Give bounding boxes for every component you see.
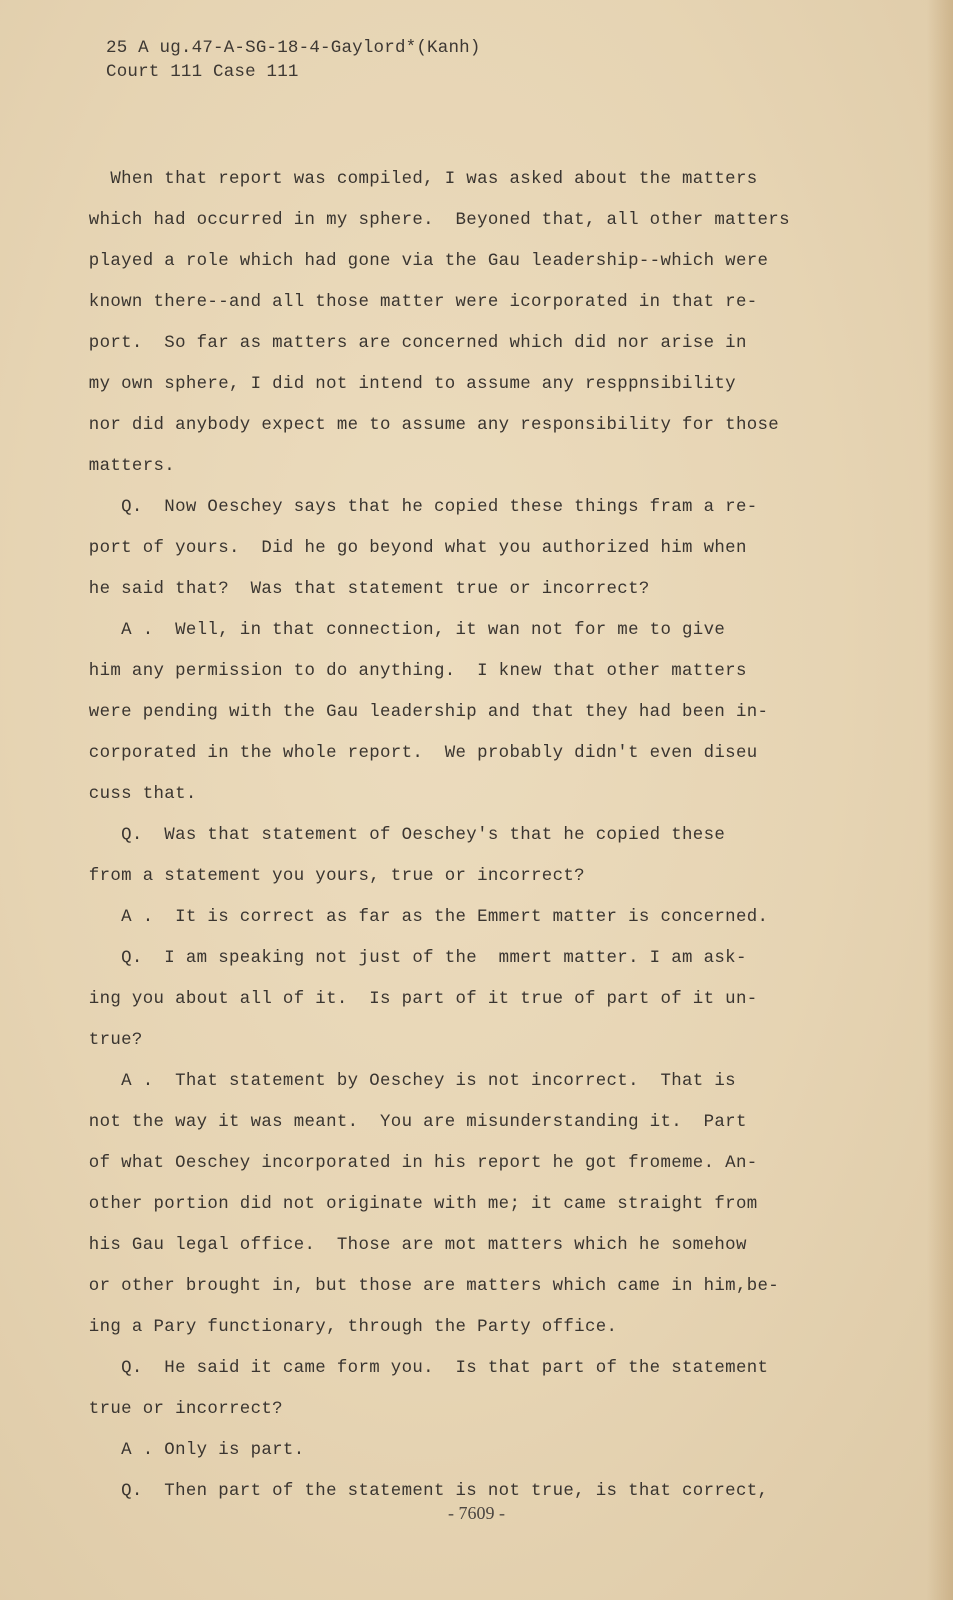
transcript-line: other portion did not originate with me; it came straight from [78, 1195, 758, 1214]
transcript-line: his Gau legal office. Those are mot matters which he somehow [78, 1236, 747, 1255]
transcript-line: A . That statement by Oeschey is not incorrect. That is [78, 1072, 736, 1091]
transcript-line: my own sphere, I did not intend to assume any resppnsibility [78, 375, 736, 394]
page-edge-shadow [927, 0, 953, 1600]
transcript-line: known there--and all those matter were icorporated in that re- [78, 293, 758, 312]
transcript-line: When that report was compiled, I was asked about the matters [78, 170, 758, 189]
transcript-line: nor did anybody expect me to assume any responsibility for those [78, 416, 780, 435]
transcript-body [78, 159, 898, 1512]
transcript-line: Q. Was that statement of Oeschey's that he copied these [78, 826, 726, 845]
header-court-line: Court 111 Case 111 [106, 62, 299, 82]
transcript-line: were pending with the Gau leadership and that they had been in- [78, 703, 769, 722]
transcript-line: cuss that. [78, 785, 197, 804]
document-header [106, 36, 481, 84]
header-reference-line: 25 A ug.47-A-SG-18-4-Gaylord*(Kanh) [106, 38, 481, 58]
transcript-line: Q. I am speaking not just of the mmert matter. I am ask- [78, 949, 747, 968]
transcript-line: ing you about all of it. Is part of it true of part of it un- [78, 990, 758, 1009]
transcript-line: played a role which had gone via the Gau leadership--which were [78, 252, 769, 271]
transcript-line: of what Oeschey incorporated in his report he got fromeme. An- [78, 1154, 758, 1173]
transcript-line: ing a Pary functionary, through the Party office. [78, 1318, 618, 1337]
transcript-line: Q. Now Oeschey says that he copied these things fram a re- [78, 498, 758, 517]
transcript-line: A . Only is part. [78, 1441, 305, 1460]
transcript-line: A . Well, in that connection, it wan not for me to give [78, 621, 726, 640]
page-number: - 7609 - [448, 1503, 505, 1523]
transcript-line: A . It is correct as far as the Emmert matter is concerned. [78, 908, 769, 927]
transcript-line: or other brought in, but those are matters which came in him,be- [78, 1277, 780, 1296]
transcript-line: which had occurred in my sphere. Beyoned that, all other matters [78, 211, 790, 230]
transcript-line: matters. [78, 457, 176, 476]
transcript-line: Q. Then part of the statement is not true, is that correct, [78, 1482, 769, 1501]
transcript-line: port. So far as matters are concerned which did nor arise in [78, 334, 747, 353]
transcript-line: him any permission to do anything. I knew that other matters [78, 662, 747, 681]
transcript-line: port of yours. Did he go beyond what you authorized him when [78, 539, 747, 558]
transcript-line: not the way it was meant. You are misunderstanding it. Part [78, 1113, 747, 1132]
transcript-line: he said that? Was that statement true or incorrect? [78, 580, 650, 599]
transcript-line: Q. He said it came form you. Is that part of the statement [78, 1359, 769, 1378]
transcript-line: corporated in the whole report. We probably didn't even diseu [78, 744, 758, 763]
transcript-line: true or incorrect? [78, 1400, 283, 1419]
transcript-line: true? [78, 1031, 143, 1050]
transcript-line: from a statement you yours, true or incorrect? [78, 867, 585, 886]
